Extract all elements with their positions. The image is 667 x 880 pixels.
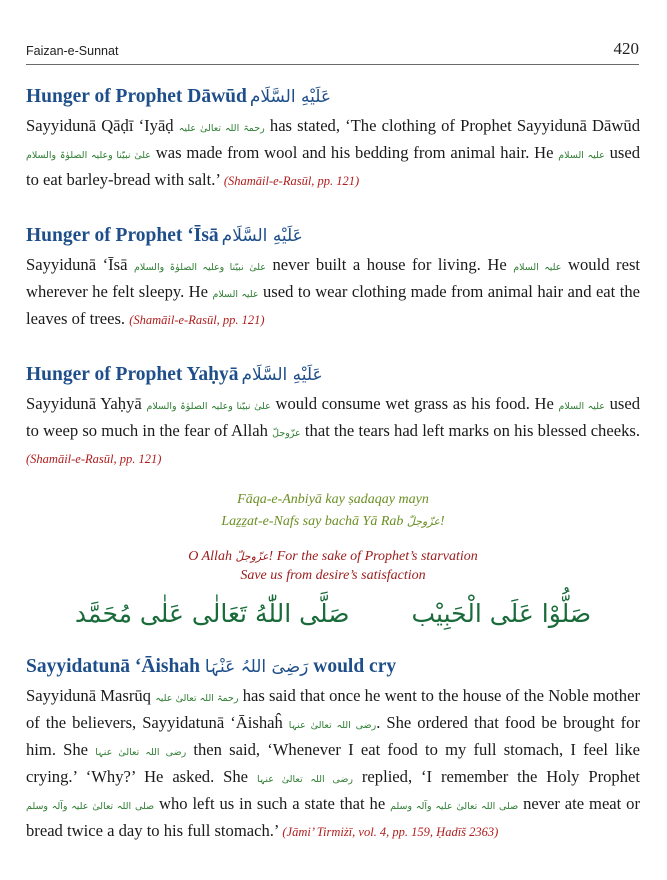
arabic-honorific: رَضِیَ اللہُ عَنْہَا [204, 657, 309, 677]
arabic-honorific: رحمۃ اللہ تعالیٰ علیہ [155, 693, 239, 704]
reference-citation: (Shamāil-e-Rasūl, pp. 121) [129, 313, 265, 327]
poem-line: Laẕẕat-e-Nafs say bachā Yā Rab عزّوجلّ! [221, 514, 445, 529]
arabic-honorific: علیہ السلام [558, 150, 605, 161]
section-heading: Sayyidatunā ‘Āishah رَضِیَ اللہُ عَنْہَا would cry [26, 656, 397, 677]
arabic-honorific: عزّوجلّ [406, 515, 440, 528]
poem-line: O Allah عزّوجلّ! For the sake of Prophet’s starvation [188, 549, 478, 564]
arabic-honorific: عزّوجلّ [272, 428, 301, 439]
arabic-honorific: رضی اللہ تعالیٰ عنہا [256, 774, 353, 785]
arabic-honorific: علیٰ نبیّنا وعلیہ الصلوٰۃ والسلام [146, 401, 271, 412]
book-title: Faizan-e-Sunnat [26, 44, 119, 58]
arabic-honorific: علیہ السلام [558, 401, 605, 412]
poem-block [26, 489, 640, 585]
reference-citation: (Shamāil-e-Rasūl, pp. 121) [223, 174, 360, 188]
paragraph: Sayyidunā Yaḥyā علیٰ نبیّنا وعلیہ الصلوٰۃ والسلام would consume wet grass as his food. He علیہ السلام used to weep so much in the fear of Allah عزّوجلّ that the tears had left marks on his blessed cheeks. (Shamāil-e-Rasūl, pp. 121) [26, 394, 640, 466]
page-number: 420 [613, 39, 639, 58]
paragraph: Sayyidunā ‘Īsā علیٰ نبیّنا وعلیہ الصلوٰۃ والسلام never built a house for living. He علیہ السلام would rest wherever he felt sleepy. He علیہ السلام used to wear clothing made from animal hair and eat the leaves of trees. (Shamāil-e-Rasūl, pp. 121) [26, 255, 641, 328]
arabic-honorific: علیٰ نبیّنا وعلیہ الصلوٰۃ والسلام [134, 262, 266, 273]
arabic-honorific: علیہ السلام [513, 262, 562, 273]
arabic-honorific: صلی اللہ تعالیٰ علیہ وآلہ وسلم [390, 801, 519, 812]
arabic-honorific: عَلَيْهِ السَّلَام [221, 226, 303, 246]
arabic-honorific: رضی اللہ تعالیٰ عنہا [288, 720, 377, 731]
arabic-honorific: رضی اللہ تعالیٰ عنہا [95, 747, 187, 758]
paragraph: Sayyidunā Masrūq رحمۃ اللہ تعالیٰ علیہ has said that once he went to the house of the Noble mother of the believers, Sayyidatunā ‘Āishaĥ رضی اللہ تعالیٰ عنہا. She ordered that food be brought for him. She رضی اللہ تعالیٰ عنہا then said, ‘Whenever I eat food to my full stomach, I feel like crying.’ ‘Why?’ He asked. She رضی اللہ تعالیٰ عنہا replied, ‘I remember the Holy Prophet صلی اللہ تعالیٰ علیہ وآلہ وسلم who left us in such a state that he صلی اللہ تعالیٰ علیہ وآلہ وسلم never ate meat or bread twice a day to his full stomach.’ (Jāmi’ Tirmiżī, vol. 4, pp. 159, Ḥadīš 2363) [26, 686, 641, 840]
section-isa [26, 223, 640, 332]
section-heading: Hunger of Prophet ‘Īsā عَلَيْهِ السَّلَام [26, 225, 303, 246]
page-content [26, 84, 640, 844]
arabic-honorific: علیہ السلام [212, 289, 259, 300]
section-heading: Hunger of Prophet Yaḥyā عَلَيْهِ السَّلَام [26, 364, 323, 385]
paragraph: Sayyidunā Qāḍī ‘Iyāḍ رحمۃ اللہ تعالیٰ علیہ has stated, ‘The clothing of Prophet Sayyidunā Dāwūd علیٰ نبیّنا وعلیہ الصلوٰۃ والسلام was made from wool and his bedding from animal hair. He علیہ السلام used to eat barley-bread with salt.’ (Shamāil-e-Rasūl, pp. 121) [26, 116, 640, 189]
arabic-honorific: صلی اللہ تعالیٰ علیہ وآلہ وسلم [26, 801, 155, 812]
arabic-honorific: عَلَيْهِ السَّلَام [241, 365, 323, 385]
poem-line: Fāqa-e-Anbiyā kay ṣadaqay mayn [237, 492, 429, 507]
salawat-call: صَلُّوْا عَلَى الْحَبِيْب [411, 599, 592, 628]
section-dawud [26, 84, 640, 193]
salawat-response: صَلَّى اللّٰهُ تَعَالٰى عَلٰى مُحَمَّد [74, 599, 350, 628]
page-header [26, 38, 639, 65]
poem-line: Save us from desire’s satisfaction [240, 568, 426, 583]
arabic-honorific: عَلَيْهِ السَّلَام [249, 87, 332, 107]
section-heading: Hunger of Prophet Dāwūd عَلَيْهِ السَّلَام [26, 86, 332, 107]
reference-citation: (Jāmi’ Tirmiżī, vol. 4, pp. 159, Ḥadīš 2363) [282, 825, 499, 839]
arabic-honorific: رحمۃ اللہ تعالیٰ علیہ [178, 123, 265, 134]
section-aishah [26, 654, 640, 844]
section-yahya [26, 362, 640, 471]
arabic-honorific: علیٰ نبیّنا وعلیہ الصلوٰۃ والسلام [26, 150, 151, 161]
reference-citation: (Shamāil-e-Rasūl, pp. 121) [26, 452, 162, 466]
salawat-line [26, 599, 640, 628]
arabic-honorific: عزّوجلّ [235, 550, 269, 563]
